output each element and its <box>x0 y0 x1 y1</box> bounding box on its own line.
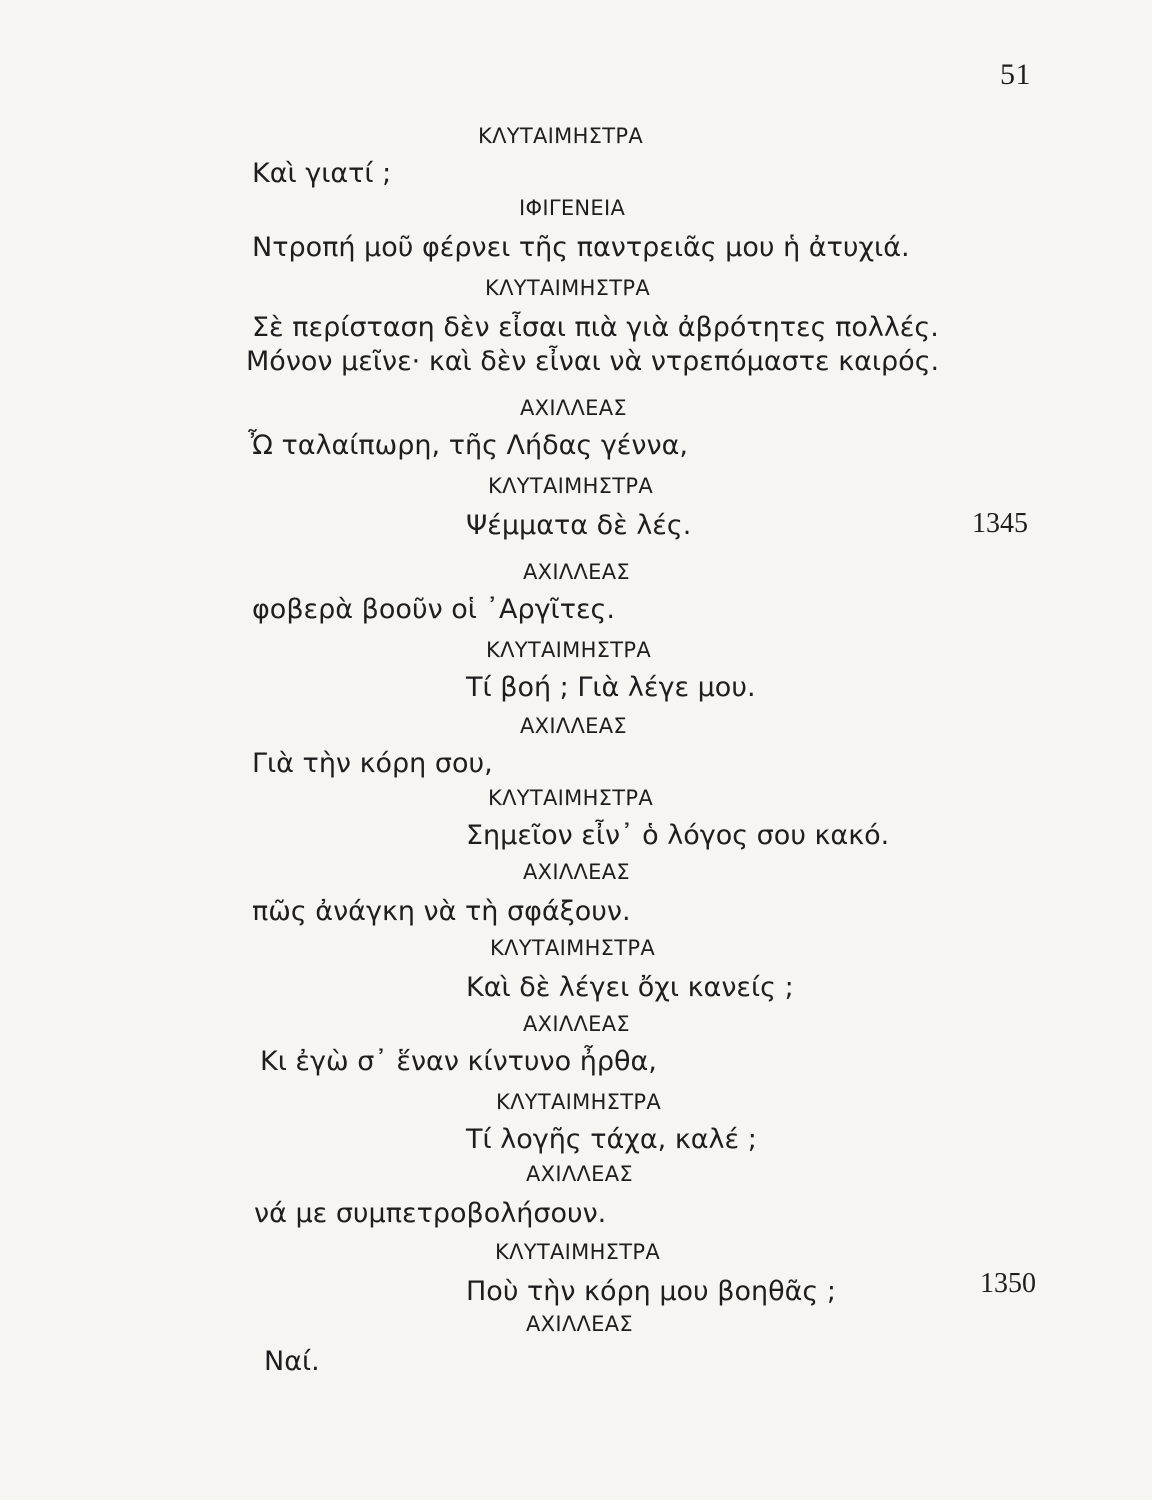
verse-line: Σημεῖον εἶν᾿ ὁ λόγος σου κακό. <box>466 820 890 851</box>
verse-line: Καὶ γιατί ; <box>252 158 392 189</box>
line-number-1350: 1350 <box>980 1268 1036 1299</box>
speaker-name: ΚΛΥΤΑΙΜΗΣΤΡΑ <box>478 124 643 148</box>
speaker-name: ΑΧΙΛΛΕΑΣ <box>526 1162 633 1186</box>
verse-line: Ντροπή μοῦ φέρνει τῆς παντρειᾶς μου ἡ ἀτυχιά. <box>252 232 910 263</box>
verse-line: φοβερὰ βοοῦν οἱ ᾿Αργῖτες. <box>252 594 615 625</box>
speaker-name: ΑΧΙΛΛΕΑΣ <box>520 714 627 738</box>
speaker-name: ΚΛΥΤΑΙΜΗΣΤΡΑ <box>485 276 650 300</box>
verse-line: Γιὰ τὴν κόρη σου, <box>252 748 493 779</box>
line-number-1345: 1345 <box>972 508 1028 539</box>
verse-line: Ὦ ταλαίπωρη, τῆς Λήδας γέννα, <box>248 430 688 461</box>
speaker-name: ΑΧΙΛΛΕΑΣ <box>523 560 630 584</box>
verse-line: Καὶ δὲ λέγει ὄχι κανείς ; <box>466 972 794 1003</box>
verse-line: Τί λογῆς τάχα, καλέ ; <box>466 1124 757 1155</box>
verse-line: νά με συμπετροβολήσουν. <box>254 1198 607 1229</box>
verse-line: Κι ἐγὼ σ᾿ ἕναν κίντυνο ἦρθα, <box>260 1046 657 1077</box>
speaker-name: ΑΧΙΛΛΕΑΣ <box>523 860 630 884</box>
verse-line: Ποὺ τὴν κόρη μου βοηθᾶς ; <box>466 1276 836 1307</box>
verse-line: Μόνον μεῖνε· καὶ δὲν εἶναι νὰ ντρεπόμαστε καιρός. <box>246 346 940 377</box>
speaker-name: ΑΧΙΛΛΕΑΣ <box>523 1012 630 1036</box>
speaker-name: ΚΛΥΤΑΙΜΗΣΤΡΑ <box>486 638 651 662</box>
verse-line: Τί βοή ; Γιὰ λέγε μου. <box>466 672 756 703</box>
speaker-name: ΚΛΥΤΑΙΜΗΣΤΡΑ <box>495 1240 660 1264</box>
verse-line: Σὲ περίσταση δὲν εἶσαι πιὰ γιὰ ἀβρότητες πολλές. <box>252 312 939 343</box>
speaker-name: ΑΧΙΛΛΕΑΣ <box>526 1312 633 1336</box>
speaker-name: ΙΦΙΓΕΝΕΙΑ <box>519 196 626 220</box>
verse-line: πῶς ἀνάγκη νὰ τὴ σφάξουν. <box>252 896 631 927</box>
verse-line: Ψέμματα δὲ λές. <box>466 510 692 541</box>
page-number: 51 <box>1000 58 1031 91</box>
speaker-name: ΑΧΙΛΛΕΑΣ <box>520 396 627 420</box>
speaker-name: ΚΛΥΤΑΙΜΗΣΤΡΑ <box>488 474 653 498</box>
speaker-name: ΚΛΥΤΑΙΜΗΣΤΡΑ <box>488 786 653 810</box>
speaker-name: ΚΛΥΤΑΙΜΗΣΤΡΑ <box>490 936 655 960</box>
verse-line: Ναί. <box>264 1346 320 1377</box>
speaker-name: ΚΛΥΤΑΙΜΗΣΤΡΑ <box>496 1090 661 1114</box>
